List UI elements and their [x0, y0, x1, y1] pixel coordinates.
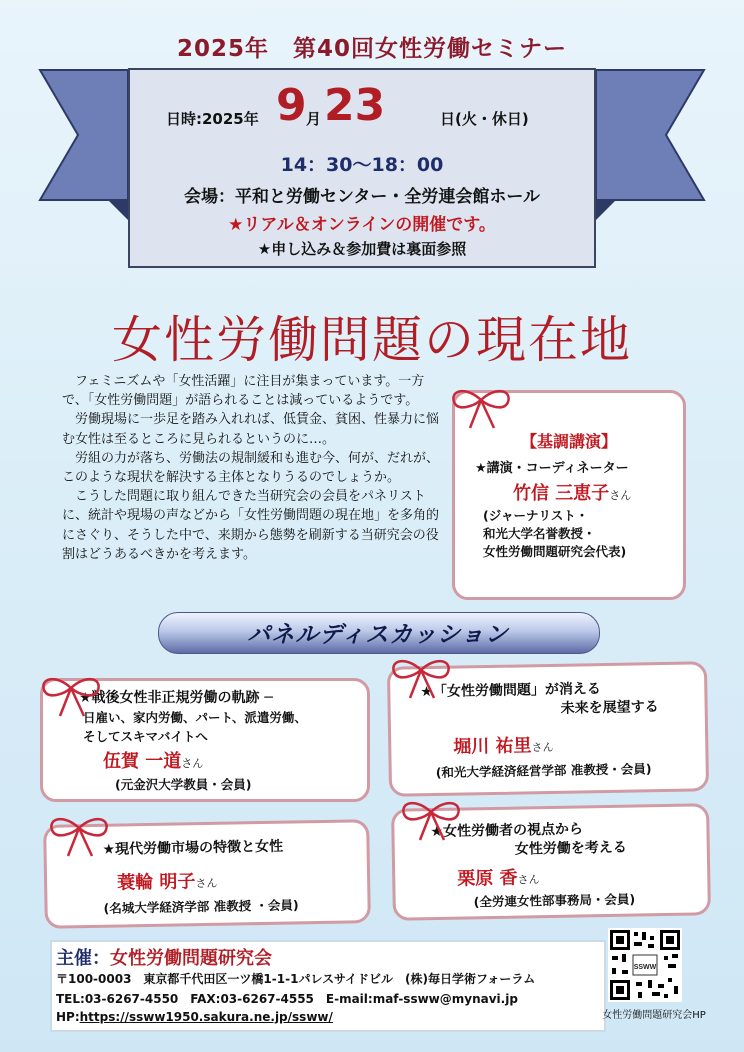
topic-line: 女性労働を考える: [514, 839, 627, 858]
organizer-website: [56, 1010, 333, 1024]
apply-note: ★申し込み＆参加費は裏面参照: [257, 240, 467, 258]
date-prefix: 日時:2025年: [166, 110, 259, 128]
honorific: さん: [181, 757, 204, 770]
ribbon-bow-icon: [36, 672, 106, 720]
affiliation-line: 女性労働問題研究会代表): [483, 544, 627, 559]
date-month-unit: 月: [306, 110, 322, 128]
topic-line: 未来を展望する: [560, 699, 659, 717]
organizer-address: 〒100-0003 東京都千代田区一ツ橋1-1-1パレスサイドビル (株)毎日学術フォーラム: [56, 972, 536, 986]
panelist-speaker: [453, 731, 554, 759]
intro-paragraph: こうした問題に取り組んできた当研究会の会員をパネリストに、統計や現場の声などから「女性労働問題の現在地」を多角的にさぐり、そうした中で、来期から態勢を刷新する当研究会の役割はどうあるべきかを考えます。: [62, 489, 440, 562]
format-note: ★リアル＆オンラインの開催です。: [228, 215, 496, 235]
affiliation-line: 和光大学名誉教授・: [483, 526, 596, 541]
event-date: [148, 80, 588, 136]
panelist-topic: [79, 689, 307, 746]
panelist-affiliation: (和光大学経済経営学部 准教授・会員): [435, 761, 652, 780]
panelist-topic: [102, 838, 283, 860]
ribbon-bow-icon: [386, 654, 456, 702]
panelist-speaker: [457, 863, 540, 890]
event-time: 14：30～18：00: [280, 154, 444, 176]
main-title: 女性労働問題の現在地: [112, 311, 632, 369]
keynote-heading: 【基調講演】: [520, 432, 617, 451]
topic-line: ★「女性労働問題」が消える: [420, 681, 602, 701]
keynote-name: 竹信 三恵子: [513, 483, 610, 504]
ribbon-bow-icon: [396, 796, 466, 844]
panelist-name: 栗原 香: [457, 867, 518, 890]
honorific: さん: [195, 876, 218, 891]
topic-line: 日雇い、家内労働、パート、派遣労働、: [83, 710, 307, 725]
qr-code-icon[interactable]: [608, 928, 682, 1002]
organizer-contact: TEL:03-6267-4550 FAX:03-6267-4555 E-mail:maf-ssww@mynavi.jp: [56, 992, 518, 1006]
qr-logo-text: SSWW: [633, 964, 657, 971]
ribbon-bow-icon: [446, 384, 516, 432]
honorific: さん: [609, 489, 632, 502]
intro-paragraph: 労働現場に一歩足を踏み入れれば、低賃金、貧困、性暴力に悩む女性は至るところに見られるというのに…。: [62, 412, 440, 447]
hp-label: HP:: [56, 1010, 80, 1024]
intro-paragraph: フェミニズムや「女性活躍」に注目が集まっています。一方で、「女性労働問題」が語られることは減っているようです。: [62, 374, 425, 409]
panelist-name: 伍賀 一道: [103, 751, 182, 772]
keynote-role: ★講演・コーディネーター: [475, 461, 629, 476]
seminar-title: 2025年 第40回女性労働セミナー: [176, 36, 568, 62]
organizer-line: [56, 944, 272, 970]
topic-line: ★女性労働者の視点から: [430, 821, 584, 841]
date-day: 23: [324, 80, 386, 131]
qr-caption: 女性労働問題研究会HP: [602, 1010, 706, 1021]
topic-line: ★現代労働市場の特徴と女性: [102, 838, 284, 858]
intro-paragraph: 労組の力が落ち、労働法の規制緩和も進む今、何が、だれが、このような現状を解決する主体となりうるのでしょうか。: [62, 450, 440, 486]
website-link[interactable]: https://ssww1950.sakura.ne.jp/ssww/: [79, 1010, 333, 1024]
organizer-label: 主催：: [56, 948, 110, 969]
panelist-speaker: [103, 747, 203, 773]
panelist-affiliation: (名城大学経済学部 准教授 ・会員): [103, 897, 299, 916]
keynote-affiliation: [483, 507, 626, 561]
keynote-speaker: [513, 479, 631, 505]
topic-line: ★戦後女性非正規労働の軌跡 ─: [79, 690, 273, 706]
date-day-suffix: 日(火・休日): [440, 110, 529, 128]
organizer-name: 女性労働問題研究会: [110, 948, 272, 969]
panel-discussion-title: パネルディスカッション: [247, 622, 509, 648]
panelist-speaker: [117, 867, 218, 895]
honorific: さん: [517, 873, 540, 887]
topic-line: そしてスキマバイトへ: [83, 729, 208, 744]
affiliation-line: (ジャーナリスト・: [483, 508, 589, 523]
panelist-name: 堀川 祐里: [453, 735, 532, 758]
intro-text: [62, 372, 440, 564]
honorific: さん: [531, 740, 554, 755]
date-month: 9: [276, 80, 307, 131]
ribbon-bow-icon: [44, 812, 114, 860]
panelist-affiliation: (全労連女性部事務局・会員): [473, 891, 636, 910]
panelist-name: 蓑輪 明子: [116, 871, 196, 894]
event-venue: 会場：平和と労働センター・全労連会館ホール: [184, 187, 540, 207]
panelist-affiliation: (元金沢大学教員・会員): [115, 777, 252, 792]
